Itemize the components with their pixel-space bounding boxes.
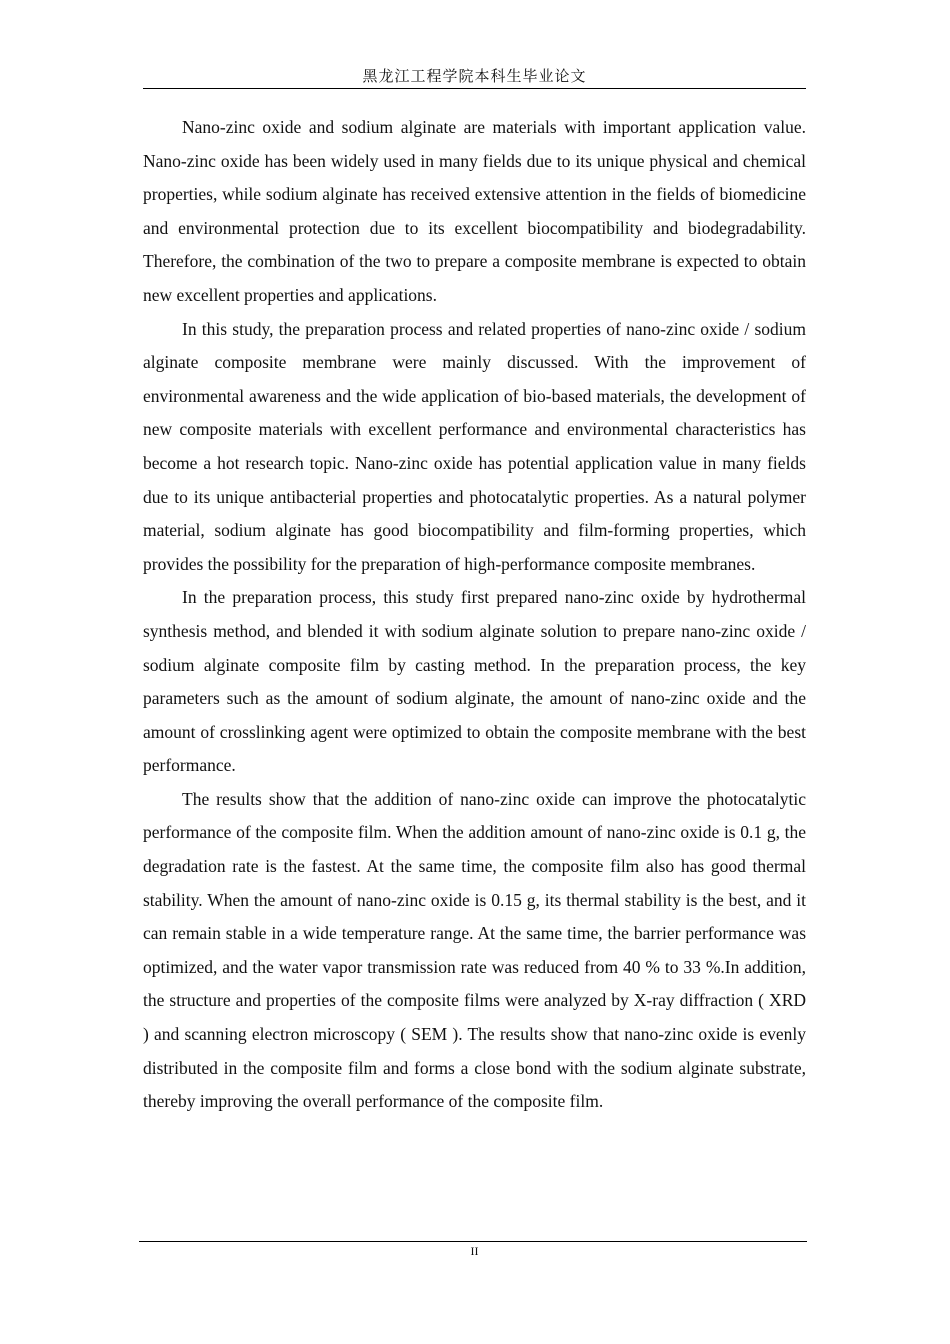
paragraph-3: In the preparation process, this study first prepared nano-zinc oxide by hydrothermal synthesis method, and blended it with sodium alginate solution to prepare nano-zinc oxide / sodium alginate composite film by casting method. In the preparation process, the key parameters such as the amount of sodium alginate, the amount of nano-zinc oxide and the amount of crosslinking agent were optimized to obtain the composite membrane with the best performance. [143, 587, 806, 776]
paragraph-2: In this study, the preparation process and related properties of nano-zinc oxide / sodium alginate composite membrane were mainly discussed. With the improvement of environmental awareness and the wide application of bio-based materials, the development of new composite materials with excellent performance and environmental characteristics has become a hot research topic. Nano-zinc oxide has potential application value in many fields due to its unique antibacterial properties and photocatalytic properties. As a natural polymer material, sodium alginate has good biocompatibility and film-forming properties, which provides the possibility for the preparation of high-performance composite membranes. [143, 318, 806, 574]
page-number: II [470, 1244, 479, 1258]
abstract-body [143, 111, 806, 1119]
header-rule [143, 88, 806, 89]
paragraph-1: Nano-zinc oxide and sodium alginate are materials with important application value. Nano-zinc oxide has been widely used in many fields due to its unique physical and chemical properties, while sodium alginate has received extensive attention in the fields of biomedicine and environmental protection due to its excellent biocompatibility and biodegradability. Therefore, the combination of the two to prepare a composite membrane is expected to obtain new excellent properties and applications. [143, 117, 806, 305]
footer-rule [139, 1241, 807, 1242]
running-header: 黑龙江工程学院本科生毕业论文 [362, 67, 587, 85]
paragraph-4: The results show that the addition of nano-zinc oxide can improve the photocatalytic performance of the composite film. When the addition amount of nano-zinc oxide is 0.1 g, the degradation rate is the fastest. At the same time, the composite film also has good thermal stability. When the amount of nano-zinc oxide is 0.15 g, its thermal stability is the best, and it can remain stable in a wide temperature range. At the same time, the barrier performance was optimized, and the water vapor transmission rate was reduced from 40 % to 33 %.In addition, the structure and properties of the composite films were analyzed by X-ray diffraction ( XRD ) and scanning electron microscopy ( SEM ). The results show that nano-zinc oxide is evenly distributed in the composite film and forms a close bond with the sodium alginate substrate, thereby improving the overall performance of the composite film. [143, 788, 806, 1112]
